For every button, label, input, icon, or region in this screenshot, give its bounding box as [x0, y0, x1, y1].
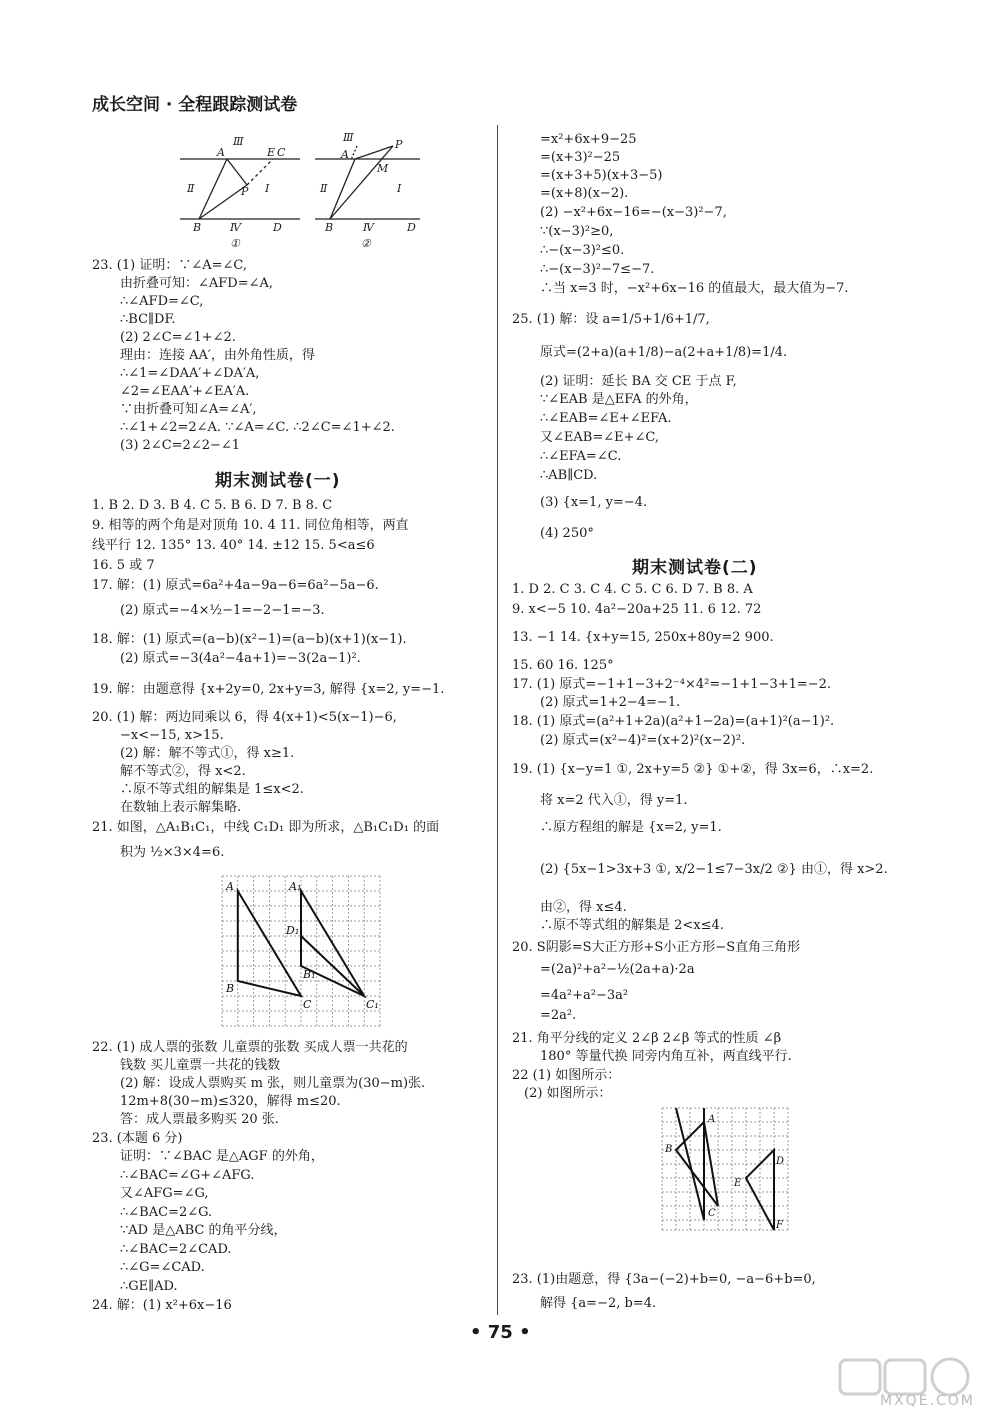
- fig-label: A: [341, 148, 349, 161]
- text-line: 22 (1) 如图所示：: [512, 1068, 621, 1083]
- grid-label: D: [776, 1156, 785, 1167]
- text-line: 18. 解：(1) 原式=(a−b)(x²−1)=(a−b)(x+1)(x−1).: [92, 632, 407, 647]
- text-line: ∴AB∥CD.: [540, 468, 598, 483]
- grid-label: A₁: [289, 880, 302, 893]
- text-line: ∴∠G=∠CAD.: [120, 1260, 205, 1275]
- grid-label: B: [226, 982, 235, 995]
- text-line: 解不等式②，得 x<2.: [120, 764, 246, 779]
- text-line: ∴∠1+∠2=2∠A. ∵∠A=∠C. ∴2∠C=∠1+∠2.: [120, 420, 395, 435]
- grid-label: C: [708, 1208, 716, 1219]
- fig-label: D: [273, 221, 282, 234]
- text-line: 13. −1 14. {x+y=15, 250x+80y=2 900.: [512, 630, 774, 645]
- text-line: ∠2=∠EAA′+∠EA′A.: [120, 384, 250, 399]
- text-line: ∴BC∥DF.: [120, 312, 176, 327]
- grid-label: B₁: [303, 968, 316, 981]
- text-line: 25. (1) 解：设 a=1/5+1/6+1/7,: [512, 312, 710, 327]
- text-line: ∴∠EAB=∠E+∠EFA.: [540, 411, 672, 426]
- fig-label: E: [267, 146, 276, 159]
- text-line: 线平行 12. 135° 13. 40° 14. ±12 15. 5<a≤6: [92, 538, 375, 553]
- text-line: ∴∠BAC=∠G+∠AFG.: [120, 1168, 255, 1183]
- text-line: 180° 等量代换 同旁内角互补，两直线平行.: [540, 1049, 792, 1064]
- fig-label: ②: [361, 237, 371, 250]
- text-line: ∵由折叠可知∠A=∠A′,: [120, 402, 257, 417]
- text-line: (2) 证明：延长 BA 交 CE 于点 F,: [540, 374, 737, 389]
- text-line: 在数轴上表示解集略.: [120, 800, 242, 815]
- watermark-text: MXQE.COM: [880, 1393, 975, 1409]
- text-line: 22. (1) 成人票的张数 儿童票的张数 买成人票一共花的: [92, 1040, 408, 1055]
- section-title-exam-2: 期末测试卷(二): [632, 558, 758, 578]
- text-line: (2) 解：设成人票购买 m 张，则儿童票为(30−m)张.: [120, 1076, 426, 1091]
- fig-label: Ⅲ: [233, 135, 244, 148]
- text-line: 15. 60 16. 125°: [512, 658, 614, 673]
- grid-label: F: [776, 1220, 783, 1231]
- grid-label: A: [226, 880, 234, 893]
- fig-label: Ⅳ: [230, 221, 241, 234]
- text-line: ∴∠BAC=2∠G.: [120, 1205, 213, 1220]
- text-line: 又∠AFG=∠G,: [120, 1186, 209, 1201]
- text-line: ∵∠EAB 是△EFA 的外角，: [540, 392, 698, 407]
- text-line: ∴∠AFD=∠C,: [120, 294, 204, 309]
- text-line: ∴∠1=∠DAA′+∠DA′A,: [120, 366, 260, 381]
- fig-label: Ⅰ: [265, 182, 270, 195]
- text-line: (2) 原式=1+2−4=−1.: [540, 695, 681, 710]
- text-line: 12m+8(30−m)≤320，解得 m≤20.: [120, 1094, 341, 1109]
- text-line: ∴∠EFA=∠C.: [540, 449, 622, 464]
- grid-figure-2: [658, 1104, 794, 1234]
- text-line: 20. S阴影=S大正方形+S小正方形−S直角三角形: [512, 940, 801, 955]
- text-line: 证明：∵∠BAC 是△AGF 的外角，: [120, 1149, 324, 1164]
- text-line: 21. 如图，△A₁B₁C₁，中线 C₁D₁ 即为所求，△B₁C₁D₁ 的面: [92, 820, 440, 835]
- text-line: =x²+6x+9−25: [540, 132, 637, 147]
- text-line: 由②，得 x≤4.: [540, 900, 627, 915]
- text-line: 解得 {a=−2, b=4.: [540, 1296, 657, 1311]
- grid-label: D₁: [286, 924, 300, 937]
- text-line: 由折叠可知：∠AFD=∠A,: [120, 276, 274, 291]
- grid-label: A: [708, 1114, 716, 1125]
- text-line: 20. (1) 解：两边同乘以 6，得 4(x+1)<5(x−1)−6,: [92, 710, 397, 725]
- fig-label: Ⅰ: [397, 182, 402, 195]
- text-line: (3) 2∠C=2∠2−∠1: [120, 438, 241, 453]
- grid-label: B: [665, 1144, 673, 1155]
- fig-label: Ⅲ: [343, 131, 354, 144]
- text-line: (2) 原式=(x²−4)²=(x+2)²(x−2)².: [540, 733, 746, 748]
- text-line: ∴∠BAC=2∠CAD.: [120, 1242, 232, 1257]
- text-line: =(x+3)²−25: [540, 150, 621, 165]
- text-line: 23. (本题 6 分): [92, 1131, 183, 1146]
- geometry-figures: [175, 128, 425, 253]
- fig-label: M: [377, 162, 389, 175]
- text-line: 21. 角平分线的定义 2∠β 2∠β 等式的性质 ∠β: [512, 1031, 782, 1046]
- text-line: 又∠EAB=∠E+∠C,: [540, 430, 659, 445]
- text-line: 23. (1)由题意，得 {3a−(−2)+b=0, −a−6+b=0,: [512, 1272, 816, 1287]
- text-line: =2a².: [540, 1008, 577, 1023]
- fig-label: D: [407, 221, 416, 234]
- text-line: (2) 解：解不等式①，得 x≥1.: [120, 746, 295, 761]
- text-line: 23. (1) 证明：∵∠A=∠C,: [92, 258, 248, 273]
- text-line: 答：成人票最多购买 20 张.: [120, 1112, 279, 1127]
- text-line: ∵(x−3)²≥0,: [540, 224, 614, 239]
- text-line: −x<−15, x>15.: [120, 728, 224, 743]
- page-number: • 75 •: [470, 1322, 531, 1343]
- text-line: 17. (1) 原式=−1+1−3+2⁻⁴×4²=−1+1−3+1=−2.: [512, 677, 832, 692]
- grid-label: E: [734, 1178, 742, 1189]
- fig-label: C: [277, 146, 286, 159]
- text-line: (2) 2∠C=∠1+∠2.: [120, 330, 236, 345]
- fig-label: Ⅱ: [320, 182, 328, 195]
- text-line: (2) 原式=−3(4a²−4a+1)=−3(2a−1)².: [120, 651, 361, 666]
- text-line: ∴−(x−3)²−7≤−7.: [540, 262, 655, 277]
- fig-label: Ⅱ: [187, 182, 195, 195]
- text-line: 将 x=2 代入①，得 y=1.: [540, 793, 688, 808]
- text-line: 16. 5 或 7: [92, 558, 155, 573]
- column-divider: [497, 125, 498, 1315]
- text-line: (3) {x=1, y=−4.: [540, 495, 648, 510]
- text-line: ∴GE∥AD.: [120, 1279, 178, 1294]
- text-line: (2) 原式=−4×½−1=−2−1=−3.: [120, 603, 325, 618]
- text-line: 1. B 2. D 3. B 4. C 5. B 6. D 7. B 8. C: [92, 498, 333, 513]
- text-line: 9. 相等的两个角是对顶角 10. 4 11. 同位角相等，两直: [92, 518, 409, 533]
- text-line: 钱数 买儿童票一共花的钱数: [120, 1058, 281, 1073]
- text-line: 原式=(2+a)(a+1/8)−a(2+a+1/8)=1/4.: [540, 345, 788, 360]
- text-line: ∴原不等式组的解集是 2<x≤4.: [540, 918, 724, 933]
- fig-label: B: [193, 221, 202, 234]
- text-line: 19. 解：由题意得 {x+2y=0, 2x+y=3, 解得 {x=2, y=−1.: [92, 682, 445, 697]
- text-line: 24. 解：(1) x²+6x−16: [92, 1298, 232, 1313]
- fig-label: ①: [230, 237, 240, 250]
- fig-label: P: [395, 138, 403, 151]
- text-line: (2) {5x−1>3x+3 ①, x/2−1≤7−3x/2 ②} 由①，得 x>2.: [540, 862, 888, 877]
- text-line: (4) 250°: [540, 526, 594, 541]
- text-line: (2) 如图所示：: [524, 1086, 612, 1101]
- text-line: =(2a)²+a²−½(2a+a)·2a: [540, 962, 695, 977]
- text-line: 17. 解：(1) 原式=6a²+4a−9a−6=6a²−5a−6.: [92, 578, 379, 593]
- page-header: 成长空间 · 全程跟踪测试卷: [92, 95, 298, 115]
- text-line: 理由：连接 AA′，由外角性质，得: [120, 348, 315, 363]
- text-line: ∴当 x=3 时，−x²+6x−16 的值最大，最大值为−7.: [540, 281, 849, 296]
- text-line: ∴原不等式组的解集是 1≤x<2.: [120, 782, 304, 797]
- grid-figure-1: [218, 872, 388, 1032]
- text-line: (2) −x²+6x−16=−(x−3)²−7,: [540, 205, 727, 220]
- text-line: ∴原方程组的解是 {x=2, y=1.: [540, 820, 722, 835]
- fig-label: B: [325, 221, 334, 234]
- text-line: 19. (1) {x−y=1 ①, 2x+y=5 ②} ①+②，得 3x=6，∴x=2.: [512, 762, 874, 777]
- fig-label: P: [241, 185, 249, 198]
- fig-label: A: [217, 146, 225, 159]
- text-line: 1. D 2. C 3. C 4. C 5. C 6. D 7. B 8. A: [512, 582, 753, 597]
- text-line: 18. (1) 原式=(a²+1+2a)(a²+1−2a)=(a+1)²(a−1)².: [512, 714, 835, 729]
- text-line: ∴−(x−3)²≤0.: [540, 243, 625, 258]
- text-line: 积为 ½×3×4=6.: [120, 845, 225, 860]
- text-line: =4a²+a²−3a²: [540, 988, 629, 1003]
- section-title-exam-1: 期末测试卷(一): [215, 471, 341, 491]
- text-line: =(x+8)(x−2).: [540, 186, 629, 201]
- grid-label: C₁: [366, 998, 379, 1011]
- text-line: 9. x<−5 10. 4a²−20a+25 11. 6 12. 72: [512, 602, 762, 617]
- text-line: =(x+3+5)(x+3−5): [540, 168, 663, 183]
- text-line: ∵AD 是△ABC 的角平分线，: [120, 1223, 287, 1238]
- fig-label: Ⅳ: [363, 221, 374, 234]
- grid-label: C: [303, 998, 312, 1011]
